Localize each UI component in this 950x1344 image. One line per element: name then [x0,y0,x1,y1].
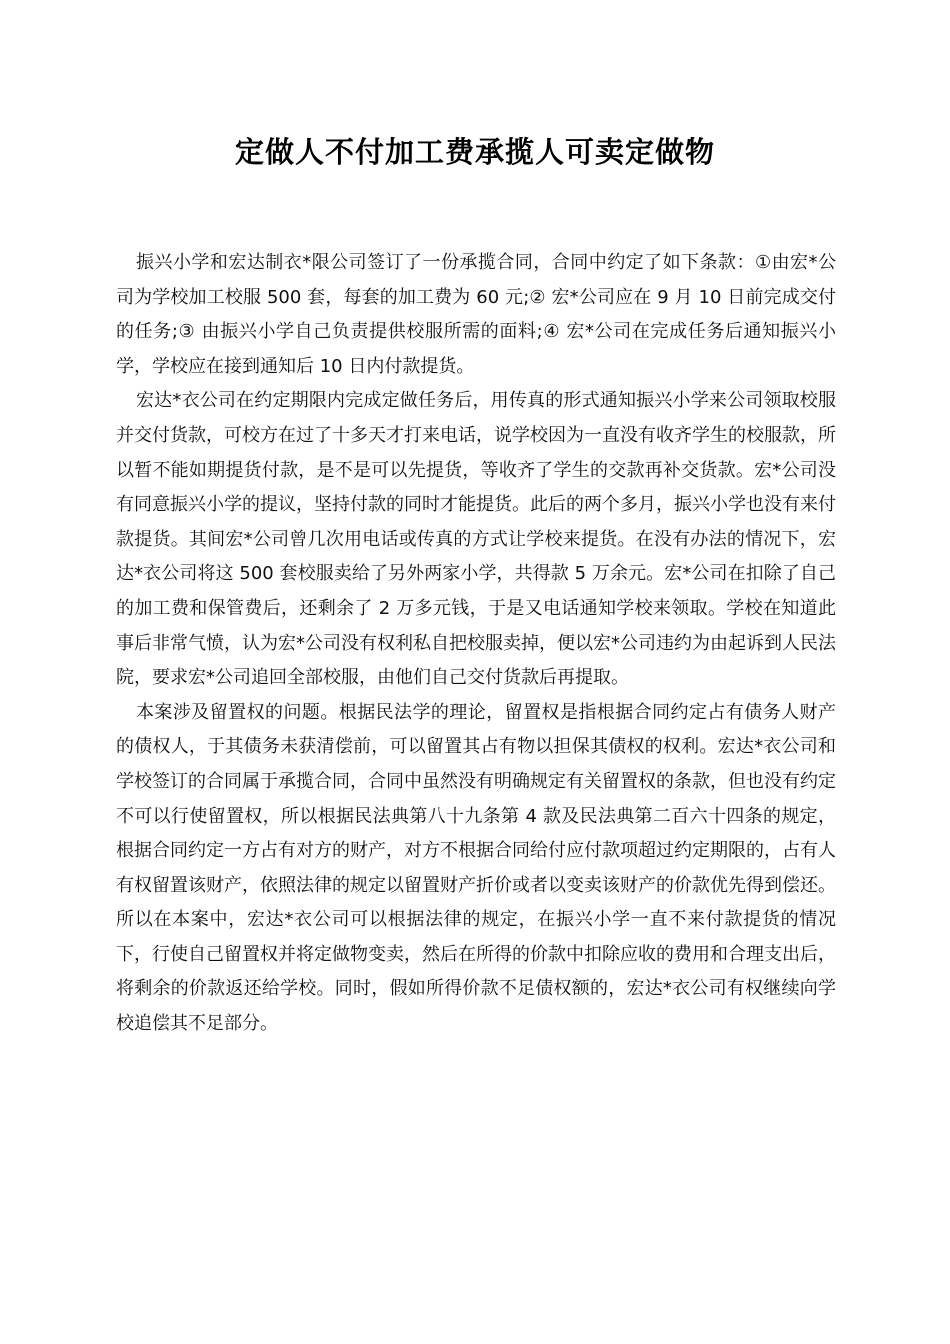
document-title: 定做人不付加工费承揽人可卖定做物 [234,135,715,169]
paragraph-legal-analysis: 本案涉及留置权的问题。根据民法学的理论，留置权是指根据合同约定占有债务人财产的债权人，于其债务未获清偿前，可以留置其占有物以担保其债权的权利。宏达*衣公司和学校签订的合同属于承揽合同，合同中虽然没有明确规定有关留置权的条款，但也没有约定不可以行使留置权，所以根据民法典第八十九条第 4 款及民法典第二百六十四条的规定，根据合同约定一方占有对方的财产，对方不根据合同给付应付款项超过约定期限的，占有人有权留置该财产，依照法律的规定以留置财产折价或者以变卖该财产的价款优先得到偿还。所以在本案中，宏达*衣公司可以根据法律的规定，在振兴小学一直不来付款提货的情况下，行使自己留置权并将定做物变卖，然后在所得的价款中扣除应收的费用和合理支出后，将剩余的价款返还给学校。同时，假如所得价款不足债权额的，宏达*衣公司有权继续向学校追偿其不足部分。 [116,701,836,1035]
document-body [116,246,836,1042]
paragraph-contract-terms: 振兴小学和宏达制衣*限公司签订了一份承揽合同，合同中约定了如下条款：①由宏*公司为学校加工校服 500 套，每套的加工费为 60 元;② 宏*公司应在 9 月 10 日前完成交付的任务;③ 由振兴小学自己负责提供校服所需的面料;④ 宏*公司在完成任务后通知振兴小学，学校应在接到通知后 10 日内付款提货。 [116,252,836,377]
paragraph-case-facts: 宏达*衣公司在约定期限内完成定做任务后，用传真的形式通知振兴小学来公司领取校服并交付货款，可校方在过了十多天才打来电话，说学校因为一直没有收齐学生的校服款，所以暂不能如期提货付款，是不是可以先提货，等收齐了学生的交款再补交货款。宏*公司没有同意振兴小学的提议，坚持付款的同时才能提货。此后的两个多月，振兴小学也没有来付款提货。其间宏*公司曾几次用电话或传真的方式让学校来提货。在没有办法的情况下，宏达*衣公司将这 500 套校服卖给了另外两家小学，共得款 5 万余元。宏*公司在扣除了自己的加工费和保管费后，还剩余了 2 万多元钱，于是又电话通知学校来领取。学校在知道此事后非常气愤，认为宏*公司没有权利私自把校服卖掉，便以宏*公司违约为由起诉到人民法院，要求宏*公司追回全部校服，由他们自己交付货款后再提取。 [116,390,836,689]
